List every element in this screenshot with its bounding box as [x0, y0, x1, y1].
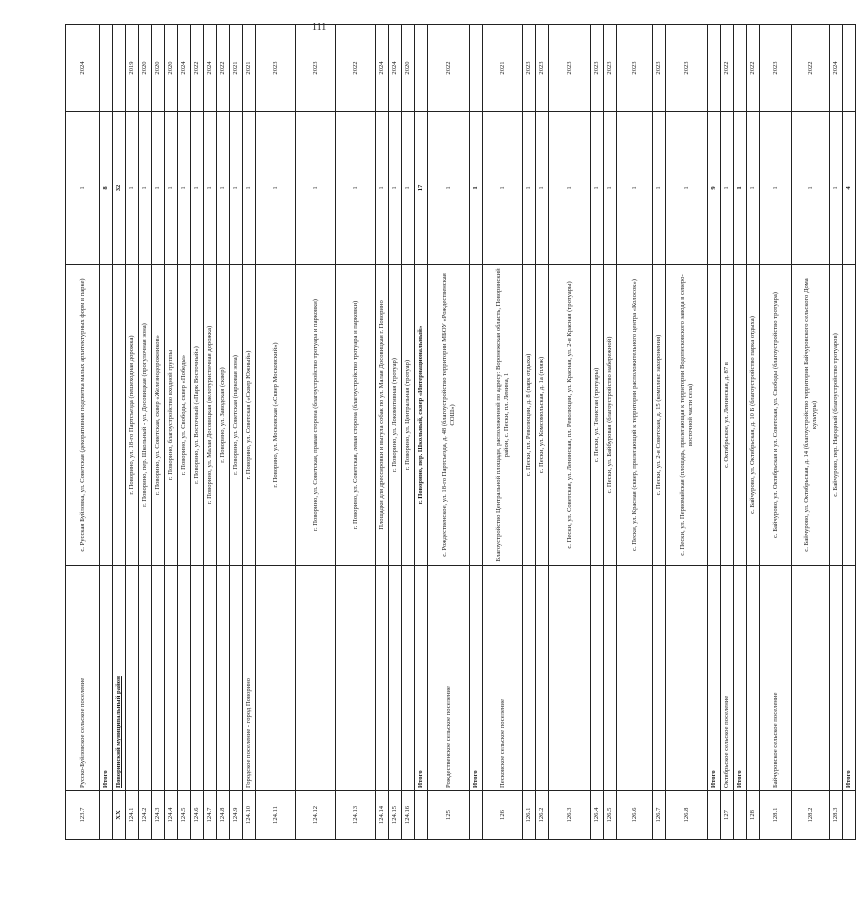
settlement-cell: Песковское сельское поселение	[483, 566, 523, 791]
quantity-cell: 1	[549, 112, 591, 265]
settlement-cell: Октябрьское сельское поселение	[721, 566, 734, 791]
settlement-cell	[666, 566, 708, 791]
table-row	[191, 25, 204, 840]
total-row	[708, 25, 721, 840]
row-number-cell: 126.6	[617, 791, 653, 840]
settlement-cell: Русско-Буйловское сельское поселение	[66, 566, 100, 791]
object-cell: с. Байчурово, ул. Октябрьская, д. 10 Б (благоустройство парка отдыха)	[747, 265, 760, 566]
quantity-cell: 1	[536, 112, 549, 265]
district-name-cell: Поворинский муниципальный район	[113, 566, 126, 791]
year-cell: 2022	[721, 25, 734, 112]
total-row	[734, 25, 747, 840]
object-cell: с. Русская Буйловка, ул. Советская (декоративная подсветка малых архитектурных форм в парке)	[66, 265, 100, 566]
object-cell: г. Поворино, ул. 18-го Партсъезда (пешеходная дорожка)	[126, 265, 139, 566]
row-number-cell: 124.8	[217, 791, 230, 840]
row-number-cell: 127	[721, 791, 734, 840]
year-cell: 2019	[126, 25, 139, 112]
object-cell: г. Поворино, пер. Школьный - ул. Досовицкая (прогулочная зона)	[139, 265, 152, 566]
row-number-cell: 128.2	[792, 791, 830, 840]
year-cell: 2023	[591, 25, 604, 112]
total-year-cell	[708, 25, 721, 112]
year-cell: 2024	[178, 25, 191, 112]
year-cell: 2020	[165, 25, 178, 112]
settlement-cell	[604, 566, 617, 791]
total-number-cell	[415, 791, 428, 840]
quantity-cell: 1	[666, 112, 708, 265]
settlement-cell: Байчуровское сельское поселение	[760, 566, 792, 791]
object-cell: с. Байчурово, ул. Октябрьская, д. 14 (благоустройство территории Байчуровского сельского Дома культуры)	[792, 265, 830, 566]
improvement-objects-table	[65, 24, 856, 840]
year-cell: 2021	[230, 25, 243, 112]
settlement-cell	[549, 566, 591, 791]
quantity-cell: 1	[336, 112, 376, 265]
table-row	[402, 25, 415, 840]
settlement-cell	[256, 566, 296, 791]
total-year-cell	[843, 25, 856, 112]
total-row	[415, 25, 428, 840]
row-number-cell: 124.16	[402, 791, 415, 840]
object-cell: с. Рождественское, ул. 18-го Партсъезда, д. 48 (благоустройство территории МБОУ «Рождественская СОШ»)	[428, 265, 470, 566]
row-number-cell: 124.12	[296, 791, 336, 840]
object-cell: с. Пески, пл. Революции, д. 8 (парк отдыха)	[523, 265, 536, 566]
row-number-cell: 126.7	[653, 791, 666, 840]
year-cell: 2023	[604, 25, 617, 112]
table-row	[617, 25, 653, 840]
settlement-cell	[402, 566, 415, 791]
object-cell: г. Поворино, ул. Центральная (тротуар)	[402, 265, 415, 566]
table-row	[483, 25, 523, 840]
object-cell: г. Поворино, ул. Советская, левая сторона (благоустройство тротуара и парковки)	[336, 265, 376, 566]
row-number-cell: 123.7	[66, 791, 100, 840]
settlement-cell: Рождественское сельское поселение	[428, 566, 470, 791]
table-row	[428, 25, 470, 840]
object-cell: г. Поворино, ул. Советская (парковая зона)	[230, 265, 243, 566]
year-cell: 2022	[792, 25, 830, 112]
settlement-cell	[178, 566, 191, 791]
table-row	[591, 25, 604, 840]
settlement-cell	[653, 566, 666, 791]
object-cell: с. Пески, ул. 2-я Советская, д. 15 (комплекс захоронения)	[653, 265, 666, 566]
table-row	[178, 25, 191, 840]
quantity-cell: 1	[389, 112, 402, 265]
object-cell: с. Пески, ул. Первомайская (площадь, прилегающая к территории Водопесковского завода в северо-восточной части села)	[666, 265, 708, 566]
total-label-cell: Итого	[843, 566, 856, 791]
total-year-cell	[415, 25, 428, 112]
row-number-cell: 124.11	[256, 791, 296, 840]
district-object-cell	[113, 265, 126, 566]
settlement-cell	[139, 566, 152, 791]
total-row	[100, 25, 113, 840]
object-cell: г. Поворино, ул. Свободы, сквер «Победы»	[178, 265, 191, 566]
total-number-cell	[843, 791, 856, 840]
total-row	[843, 25, 856, 840]
table-row	[217, 25, 230, 840]
settlement-cell	[523, 566, 536, 791]
object-cell: с. Октябрьское, ул. Ленинская, д. 87 в	[721, 265, 734, 566]
quantity-cell: 1	[760, 112, 792, 265]
quantity-cell: 1	[604, 112, 617, 265]
district-quantity-cell: 32	[113, 112, 126, 265]
settlement-cell	[591, 566, 604, 791]
total-quantity-cell: 1	[734, 112, 747, 265]
row-number-cell: 124.4	[165, 791, 178, 840]
total-year-cell	[100, 25, 113, 112]
settlement-cell	[747, 566, 760, 791]
total-object-cell	[470, 265, 483, 566]
quantity-cell: 1	[792, 112, 830, 265]
year-cell: 2023	[256, 25, 296, 112]
row-number-cell: 126.2	[536, 791, 549, 840]
year-cell: 2022	[428, 25, 470, 112]
row-number-cell: 126.3	[549, 791, 591, 840]
year-cell: 2023	[653, 25, 666, 112]
object-cell: г. Поворино, ул. Советская, сквер «Железнодорожников»	[152, 265, 165, 566]
total-row	[470, 25, 483, 840]
settlement-cell: Городское поселение - город Поворино	[243, 566, 256, 791]
table-row	[666, 25, 708, 840]
quantity-cell: 1	[617, 112, 653, 265]
total-object-cell	[100, 265, 113, 566]
object-cell: Благоустройство Центральной площади, расположенной по адресу: Воронежская область, Поворинский район, с. Пески, пл. Ленина, 1	[483, 265, 523, 566]
rotated-table-wrapper	[65, 50, 853, 840]
quantity-cell: 1	[178, 112, 191, 265]
quantity-cell: 1	[428, 112, 470, 265]
year-cell: 2022	[747, 25, 760, 112]
quantity-cell: 1	[230, 112, 243, 265]
table-row	[256, 25, 296, 840]
table-row	[126, 25, 139, 840]
row-number-cell: 124.13	[336, 791, 376, 840]
year-cell: 2020	[139, 25, 152, 112]
table-row	[376, 25, 389, 840]
object-cell: г. Поворино, ул. Восточный («Парк Восточный»)	[191, 265, 204, 566]
object-cell: г. Поворино, ул. Заводская (сквер)	[217, 265, 230, 566]
row-number-cell: 124.14	[376, 791, 389, 840]
total-quantity-cell: 17	[415, 112, 428, 265]
quantity-cell: 1	[523, 112, 536, 265]
year-cell: 2023	[523, 25, 536, 112]
quantity-cell: 1	[217, 112, 230, 265]
table-row	[792, 25, 830, 840]
year-cell: 2023	[549, 25, 591, 112]
table-row	[204, 25, 217, 840]
year-cell: 2024	[66, 25, 100, 112]
row-number-cell: 126.4	[591, 791, 604, 840]
row-number-cell: 126	[483, 791, 523, 840]
year-cell: 2023	[617, 25, 653, 112]
quantity-cell: 1	[376, 112, 389, 265]
settlement-cell	[296, 566, 336, 791]
row-number-cell: 124.2	[139, 791, 152, 840]
year-cell: 2021	[483, 25, 523, 112]
object-cell: г. Поворино, благоустройство входной группы	[165, 265, 178, 566]
row-number-cell: 126.8	[666, 791, 708, 840]
table-row	[830, 25, 843, 840]
table-row	[653, 25, 666, 840]
quantity-cell: 1	[402, 112, 415, 265]
total-label-cell: Итого	[470, 566, 483, 791]
total-year-cell	[734, 25, 747, 112]
object-cell: Площадки для дрессировки и выгула собак по ул. Малая Досовицкая г. Поворино	[376, 265, 389, 566]
settlement-cell	[389, 566, 402, 791]
district-header-row	[113, 25, 126, 840]
table-row	[230, 25, 243, 840]
settlement-cell	[376, 566, 389, 791]
row-number-cell: 124.3	[152, 791, 165, 840]
table-row	[536, 25, 549, 840]
table-row	[604, 25, 617, 840]
row-number-cell: 124.5	[178, 791, 191, 840]
total-object-cell	[843, 265, 856, 566]
year-cell: 2024	[376, 25, 389, 112]
settlement-cell	[204, 566, 217, 791]
object-cell: с. Байчурово, ул. Октябрьская и ул. Советская, ул. Свободы (благоустройство тротуара)	[760, 265, 792, 566]
object-cell: г. Поворино, ул. Московская («Сквер Московский»)	[256, 265, 296, 566]
total-object-cell: г. Поворино, пер. Школьный, сквер «Интернациональный»	[415, 265, 428, 566]
table-row	[523, 25, 536, 840]
total-number-cell	[734, 791, 747, 840]
year-cell: 2021	[243, 25, 256, 112]
row-number-cell: 124.6	[191, 791, 204, 840]
table-row	[296, 25, 336, 840]
table-row	[549, 25, 591, 840]
page-number: 111	[312, 22, 327, 33]
year-cell: 2022	[336, 25, 376, 112]
row-number-cell: 124.1	[126, 791, 139, 840]
quantity-cell: 1	[152, 112, 165, 265]
row-number-cell: 128	[747, 791, 760, 840]
row-number-cell: 128.3	[830, 791, 843, 840]
table-row	[243, 25, 256, 840]
table-row	[152, 25, 165, 840]
row-number-cell: 126.5	[604, 791, 617, 840]
quantity-cell: 1	[747, 112, 760, 265]
year-cell: 2023	[296, 25, 336, 112]
quantity-cell: 1	[191, 112, 204, 265]
total-quantity-cell: 4	[843, 112, 856, 265]
object-cell: с. Пески, ул. Комсомольская, д. 1а (пляж)	[536, 265, 549, 566]
row-number-cell: 126.1	[523, 791, 536, 840]
total-label-cell: Итого	[734, 566, 747, 791]
object-cell: с. Пески, ул. Тенистая (тротуары)	[591, 265, 604, 566]
settlement-cell	[152, 566, 165, 791]
row-number-cell: 128.1	[760, 791, 792, 840]
year-cell: 2024	[830, 25, 843, 112]
table-row	[139, 25, 152, 840]
table-row	[760, 25, 792, 840]
table-row	[721, 25, 734, 840]
total-label-cell: Итого	[708, 566, 721, 791]
quantity-cell: 1	[165, 112, 178, 265]
total-label-cell: Итого	[415, 566, 428, 791]
object-cell: с. Пески, ул. Советская, ул. Ленинская, пл. Революции, ул. Красная, ул. 2-я Красная (тротуары)	[549, 265, 591, 566]
settlement-cell	[126, 566, 139, 791]
row-number-cell: 124.7	[204, 791, 217, 840]
year-cell: 2022	[191, 25, 204, 112]
object-cell: г. Поворино, ул. Локомотивная (тротуар)	[389, 265, 402, 566]
object-cell: г. Поворино, ул. Малая Досовицкая (велотуристичная дорожка)	[204, 265, 217, 566]
table-row	[336, 25, 376, 840]
total-number-cell	[470, 791, 483, 840]
table-row	[389, 25, 402, 840]
quantity-cell: 1	[483, 112, 523, 265]
quantity-cell: 1	[721, 112, 734, 265]
row-number-cell: 124.10	[243, 791, 256, 840]
year-cell: 2023	[760, 25, 792, 112]
object-cell: с. Байчурово, пер. Народный (благоустройство тротуаров)	[830, 265, 843, 566]
total-object-cell	[708, 265, 721, 566]
table-row	[66, 25, 100, 840]
total-object-cell	[734, 265, 747, 566]
quantity-cell: 1	[126, 112, 139, 265]
object-cell: с. Пески, ул. Красная (сквер, прилегающий к территории расположительного центра «Колосок»)	[617, 265, 653, 566]
row-number-cell: 125	[428, 791, 470, 840]
table-row	[747, 25, 760, 840]
total-number-cell	[100, 791, 113, 840]
quantity-cell: 1	[591, 112, 604, 265]
object-cell: г. Поворино, ул. Советская («Сквер Южный»)	[243, 265, 256, 566]
settlement-cell	[830, 566, 843, 791]
year-cell: 2023	[666, 25, 708, 112]
quantity-cell: 1	[830, 112, 843, 265]
total-year-cell	[470, 25, 483, 112]
district-number-cell: XX	[113, 791, 126, 840]
year-cell: 2022	[217, 25, 230, 112]
settlement-cell	[230, 566, 243, 791]
table-row	[165, 25, 178, 840]
district-year-cell	[113, 25, 126, 112]
total-label-cell: Итого	[100, 566, 113, 791]
quantity-cell: 1	[204, 112, 217, 265]
object-cell: с. Пески, ул. Байбуровая (благоустройство набережной)	[604, 265, 617, 566]
settlement-cell	[217, 566, 230, 791]
total-quantity-cell: 9	[708, 112, 721, 265]
settlement-cell	[617, 566, 653, 791]
settlement-cell	[336, 566, 376, 791]
year-cell: 2024	[204, 25, 217, 112]
settlement-cell	[191, 566, 204, 791]
row-number-cell: 124.9	[230, 791, 243, 840]
object-cell: г. Поворино, ул. Советская, правая сторона (благоустройство тротуара и парковки)	[296, 265, 336, 566]
settlement-cell	[165, 566, 178, 791]
quantity-cell: 1	[653, 112, 666, 265]
year-cell: 2020	[402, 25, 415, 112]
quantity-cell: 1	[256, 112, 296, 265]
year-cell: 2024	[389, 25, 402, 112]
row-number-cell: 124.15	[389, 791, 402, 840]
settlement-cell	[536, 566, 549, 791]
quantity-cell: 1	[243, 112, 256, 265]
table-body	[66, 25, 856, 840]
quantity-cell: 1	[139, 112, 152, 265]
year-cell: 2023	[536, 25, 549, 112]
total-number-cell	[708, 791, 721, 840]
total-quantity-cell: 1	[470, 112, 483, 265]
total-quantity-cell: 8	[100, 112, 113, 265]
year-cell: 2020	[152, 25, 165, 112]
quantity-cell: 1	[296, 112, 336, 265]
settlement-cell	[792, 566, 830, 791]
quantity-cell: 1	[66, 112, 100, 265]
